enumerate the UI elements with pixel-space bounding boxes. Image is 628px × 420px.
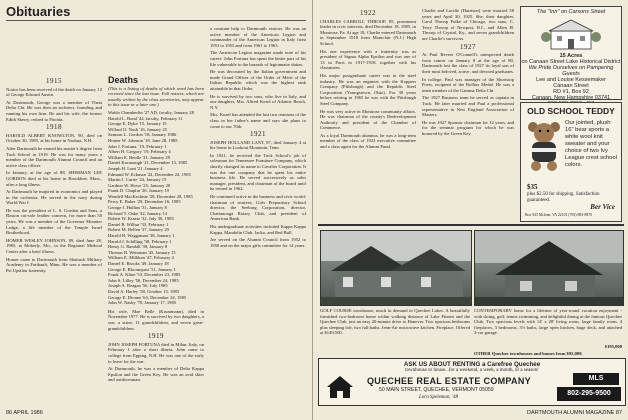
teddy-advertisement: [520, 102, 622, 222]
deaths-list-item: Waldo Chamberlin '27 AD, faculty, January 28: [108, 109, 194, 115]
obituary-paragraph: After Dartmouth he earned his master's degree from Tuck School in 1919. He was for many years a member of the Dartmouth Alumni Council and an active class officer.: [6, 145, 102, 168]
deaths-list-item: George E. Dyke '15, January 15: [108, 121, 167, 127]
obituary-column-3: [210, 26, 306, 406]
obituary-paragraph: The 1927 Business team he served as captain in Tuck. He later married and Paul a professional representative in New England Association of Masters.: [422, 95, 514, 118]
inn-line: RD #1, Box 92: [553, 89, 589, 95]
page-header: Obituaries: [6, 4, 71, 19]
obituary-paragraph: His undergraduate activities included Kappa Kappa Kappa, Mandolin Club, Jacko, and Red Bull.: [210, 224, 306, 235]
obituary-column-4: [320, 8, 416, 223]
class-year-1921: 1921: [250, 130, 266, 139]
other-listings: OTHER Quechee townhouses and homes from $92,000.: [474, 351, 583, 356]
deaths-list-item: George E. Dionne '64, December 24, 1985: [108, 294, 187, 300]
company-phone: 802-295-9500: [557, 387, 621, 401]
obituary-paragraph: Charlie and Lucille (Harrison) were married 58 years and April 30, 1925. She, their daughter, Carol Throop Fulke of Chicago, two sons, C. Terry Throop of Newport, R.I., and Allen H. Throop of Crystal, Ky., and seven grandchildren are Charlie's survivors.: [422, 8, 514, 41]
obituary-paragraph: The American Legion magazine made note of his career: John Fortuna has spent the better part of his life vulnerable to the hazards of legionnaire duties.: [210, 50, 306, 67]
deaths-column: [108, 76, 204, 406]
class-year-1918: 1918: [46, 123, 62, 132]
deaths-intro: (This is a listing of deaths of which word has been received since the last issue. Full notices, which are usually written by the class secretaries, may appear in this issue or a later one.): [108, 85, 204, 108]
deaths-list-item: Wendell MacKechnie '28, December 28, 1985: [108, 193, 193, 199]
obituary-paragraph: At Dartmouth he majored in economics and played in the orchestra. He served in the navy during World War I.: [6, 189, 102, 206]
deaths-list-item: Robert W. Kraetz '32, July 30, 1985: [108, 216, 174, 222]
deaths-list-item: George E. Bloomquist '51, January 1: [108, 266, 176, 272]
inn-illustration: [541, 17, 601, 51]
banner-headline: ASK US ABOUT RENTING a Carefree Quechee: [403, 361, 541, 368]
deaths-list-item: David A. Harley '58, October 13, 1985: [108, 288, 180, 294]
inn-line: Lee and Louise Kessemaker: [536, 77, 606, 83]
banner-subline: townhouse or house...for a weekend, a week, a month, or a season!: [405, 368, 539, 373]
inn-line: on Canaan Street Lake Historical District: [521, 59, 621, 65]
obituary-paragraph: JOSEPH HOLLAND LANT, 87, died January 4 at his home in Lookout Mountain, Tenn.: [210, 139, 306, 151]
teddy-description: Our jointed, plush 16" bear sports a white wool knit sweater and your choice of two Ivy League crest school colors.: [565, 120, 617, 168]
deaths-list-item: John S. Lilley '56, December 24, 1985: [108, 277, 179, 283]
deaths-list-item: Harold H. Waggaman '38, January 1: [108, 233, 175, 239]
company-name: QUECHEE REAL ESTATE COMPANY: [367, 376, 531, 386]
inn-line: We Pride Ourselves on Pampering Guests: [528, 65, 614, 77]
obituary-paragraph: He is survived by two sons, who live in Italy, and one daughter, Mrs. Alfred Kozel of Atlantic Beach, N.Y.: [210, 93, 306, 110]
obituary-paragraph: At Dartmouth, he was a member of Delta Kappa Epsilon and the Green Key. He was an avid skier and outdoorsman.: [108, 366, 204, 383]
house-illustration: [475, 231, 623, 305]
deaths-list-item: Martin J. Currie '24, January 15: [108, 177, 167, 183]
obituary-paragraph: HOMER WESLEY JOHNSON, 89, died June 28, 1985, at Moberly, Mo., in the Regional Medical Center after a brief illness.: [6, 237, 102, 255]
real-estate-ad: [318, 224, 624, 376]
obituary-paragraph: Notice has been received of the death on January 13 of George Edward Austin.: [6, 86, 102, 98]
obituary-paragraph: Homer came to Dartmouth from Shattuck Military Academy in Faribault, Minn. He was a member of Psi Upsilon fraternity.: [6, 256, 102, 273]
inn-line: Canaan Street: [553, 83, 589, 89]
obituary-paragraph: Mrs. Kozel has attended the last two reunions of the class in her father's name and says she plans to come to our 70th.: [210, 112, 306, 129]
teddy-price: $35: [527, 183, 538, 191]
header-rule: [6, 20, 306, 21]
deaths-heading: Deaths: [108, 75, 139, 85]
company-address: 50 MAIN STREET, QUECHEE, VERMONT 05059: [379, 387, 494, 393]
class-year-1915: 1915: [46, 77, 62, 85]
contemporary-home-price: $195,000: [604, 344, 622, 349]
deaths-list-item: Joseph A. Reagan '56, July 1985: [108, 283, 168, 289]
deaths-list-item: Albert H. Gregory '19, February 4: [108, 149, 171, 155]
deaths-list-item: John J. Fortuna, '19, February 1: [108, 143, 167, 149]
deaths-list-item: Frank A. Kline '53, December 23, 1985: [108, 272, 181, 278]
inn-title: The "Inn" on Carsons Street: [536, 9, 606, 15]
deaths-list-item: William E. Beidle '21, January 29: [108, 154, 171, 160]
class-year-1927: 1927: [460, 42, 476, 51]
company-logo-icon: [325, 373, 355, 399]
page-footer: 86 APRIL 1986: [6, 410, 43, 416]
obituary-paragraph: Joe served on the Alumni Council from 1952 to 1958 and on the major gifts committee for 14 years.: [210, 237, 306, 248]
deaths-list-item: Daniel E. Brooks '49, January 18: [108, 261, 169, 266]
page-footer: DARTMOUTH ALUMNI MAGAZINE 87: [527, 410, 622, 416]
obituary-paragraph: In 1921, he received the Tuck School's job of solesman for Tennessee Furniture Company, which shortly changed its name to Cavalier Corporation. It was the one company that he spent his entire business life. He served successively as sales manager, president, and chairman of the board until he retired in 1962.: [210, 152, 306, 192]
obituary-column-5: [422, 8, 514, 223]
obituary-paragraph: His one experience with a fraternity was as president of Sigma Alpha Epsilon and was one of 13 in Paris in 1917-1918, together with his classmates.: [320, 48, 416, 71]
deaths-list-item: Robert M. Bellen '37, January 29: [108, 227, 169, 233]
deaths-list-item: Daniel Kavanaugh '21, December 13, 1985: [108, 160, 188, 166]
deaths-list-item: John W. Nasky '70, January 17, 1985: [108, 300, 177, 306]
deaths-list-item: Edmund W. Eckman '24, December 24, 1985: [108, 171, 191, 177]
deaths-list-item: Harold L. Bond '42, faculty, February 11: [108, 115, 183, 121]
teddy-title: OLD SCHOOL TEDDY: [527, 106, 615, 116]
teddy-bear-icon: [524, 119, 564, 171]
obituary-paragraph: At Paul Revere O'Connell's unexpected death from cancer on January 8 at the age of 80, Dartmouth lost the class of 1927 its loyal son of their most beloved, active, and devoted graduates.: [422, 52, 514, 74]
deaths-list-item: Willard O. Nash '16, January 25: [108, 126, 167, 132]
class-year-1919: 1919: [148, 332, 164, 341]
deaths-list-item: Thomas B. Weinman '45, January 15: [108, 249, 176, 255]
deaths-list-item: Henry G. Randall '39, January 8: [108, 244, 168, 250]
obituary-paragraph: As a loyal Dartmouth alumnus, he was a long-term member of the class of 1922 executive committee and a class agent for the Alumni Fund.: [320, 132, 416, 150]
obituary-paragraph: He was 1927 Sponsor chairman for 12 years, and for the seminar program for which he was honored by the Green Key.: [422, 119, 514, 136]
obituary-paragraph: His wife, Mae Belle (Krummann), died in November 1977. He is survived by two daughters, a son, a sister, 11 grandchildren, and seven great-grandchildren.: [108, 308, 204, 331]
class-year-1922: 1922: [360, 9, 376, 17]
obituary-paragraph: In January, at the age of 88, SHERMAN LEE GORDON died at his home in Brookline, Mass., after a long illness.: [6, 170, 102, 187]
agent-name: Lorn Speleman, '48: [419, 395, 458, 400]
deaths-list-item: Gardner W. Howe '25, January 20: [108, 182, 171, 188]
teddy-brand: Ber Vice: [590, 203, 615, 211]
contemporary-home-photo: [474, 230, 624, 306]
deaths-list-item: Homer W. Johnson '18, June 28, 1985: [108, 137, 178, 143]
deaths-list-item: Percy E. Baker '29, December 16, 1985: [108, 199, 181, 205]
deaths-list-item: Samson L. Gordon '18, January 1986: [108, 132, 177, 138]
deaths-list-item: Joseph H. Lunt '21, January 4: [108, 165, 163, 171]
obituary-paragraph: At Dartmouth, George was a member of Theta Delta Chi. He was then an architect, founding and running his own firm. He and his wife, the former Edith Skerry, retired to Florida.: [6, 99, 102, 122]
deaths-list: [108, 110, 204, 306]
deaths-list-item: Harold J. Schilling '38, February 1: [108, 238, 172, 244]
right-page: [314, 0, 628, 420]
golf-townhouse-description: GOLF COURSE townhouse, much in demand in Quechee Lakes. A beautifully furnished two-bedroom home within walking distance of Lake Pinneo and the Quechee Club, just an easy 20-minute drive to Hanover. Two spacious bedrooms plus sleeping loft, two full baths. Jenn-Air microwave kitchen. Fireplace. Offered at $149,500.: [320, 308, 470, 336]
deaths-list-item: Frank D. Chaplin '26, January 19: [108, 188, 169, 194]
obituary-paragraph: He was decorated by the Italian government and made Grand Officer of the Order of Merit of the Italian Republic which was the highest rank attainable in that Order.: [210, 69, 306, 91]
obituary-paragraph: JOHN JOSEPH FORTUNA died in Milan, Italy, on February 1 after a short illness. John came to college from Epping, N.H. He was one of the early to leave for the war.: [108, 341, 204, 364]
inn-advertisement: [520, 6, 622, 100]
inn-line: 15 Acres: [559, 53, 583, 59]
obituary-paragraph: a constant help to Dartmouth visitors. He was an active member of the American Legion and commander of the American Legion in Italy from 1953 to 1955 and from 1961 to 1963.: [210, 26, 306, 48]
inn-line: Canaan, New Hampshire 03741: [531, 95, 611, 101]
obituary-paragraph: HAROLD ALBERT KNOWLTON, 90, died on October 30, 1985, at his home in Nashua, N.H.: [6, 132, 102, 144]
obituary-paragraph: He was the president of L. S. Gordon and Sons, a Boston cut-sole leather concern, for more than 50 years. He was a member of the Governor Mounter Lodge, a life member of the Temple Israel Brotherhood.: [6, 207, 102, 236]
golf-townhouse-photo: [320, 230, 472, 306]
deaths-list-item: Daniel B. Wilbur '33, February 1: [108, 221, 169, 227]
house-illustration: [321, 231, 471, 305]
obituary-column-1: [6, 76, 102, 406]
mls-badge: MLS: [573, 373, 619, 385]
deaths-list-item: William E. Milliken '47, February 4: [108, 255, 174, 261]
contemporary-home-description: CONTEMPORARY home for a lifetime of year-round vacation enjoyment - with skiing, golf, tennis swimming, and delightful dining at the famous Quechee Club. Two spacious levels with 14' x 28' living room, large family room, 4 fireplaces, 3 bedrooms, 3½ baths, large open kitchen, huge deck, and attached 2-car garage.: [474, 308, 622, 336]
deaths-list-item: George J. Hullins '31, January 8: [108, 205, 167, 211]
obituary-paragraph: He was very active in Montrose community affairs. He was chairman of the county's Redevelopment Authority and president of the Chamber of Commerce.: [320, 108, 416, 131]
quechee-real-estate-banner: [318, 358, 626, 406]
left-page: [0, 0, 313, 420]
teddy-shipping: plus $2.50 for shipping. Satisfaction guaranteed.: [527, 192, 600, 203]
deaths-list-item: Richard T. Oake '32, January 14: [108, 210, 167, 216]
teddy-address: Box 945 Mclean, VA 22101 (703) 883-8870: [525, 213, 593, 217]
obituary-paragraph: CHARLES CARROLL THROOP, 85, prominent leader in civic interests, died December 18, 1985, in Montrose, Pa. At age 18, Charlie entered Dartmouth in September 1918 from Montclair (N.J.) High School.: [320, 18, 416, 46]
obituary-paragraph: His major postgraduate career was in the steel industry. He was an engineer with the Koppers Company (Pittsburgh) and the Republic Steel Corporation (Youngstown, Ohio). For 30 years before retiring in 1965 he was with the Pittsburgh Steel Company.: [320, 72, 416, 106]
obituary-paragraph: He continued active in the business and civic world: chairman of trustees, Girls Preparatory School director, the Seeburg Corporation, director, Chattanooga Rotary Club, and president of American Bank.: [210, 194, 306, 222]
obituary-paragraph: In college, Paul was manager of the Shortstop Poets, recipient of the Rollins Medal. He was a team member of the Gamma Delta Chi.: [422, 76, 514, 93]
